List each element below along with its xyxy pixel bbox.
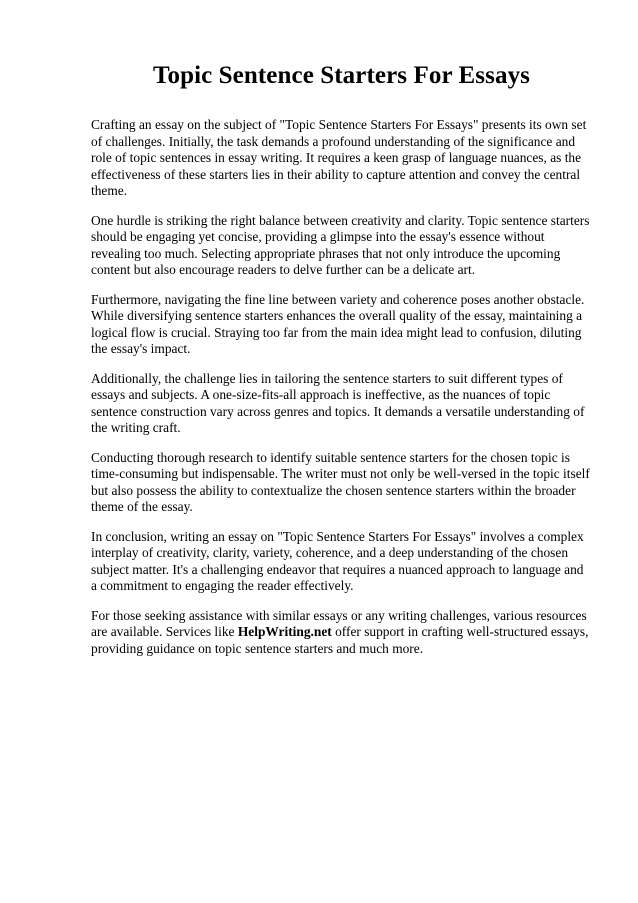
paragraph-7-text-before: For those seeking assistance with similar essays or any writing challenges, various resources are available. Services like — [91, 607, 587, 639]
paragraph-1: Crafting an essay on the subject of "Topic Sentence Starters For Essays" presents its own set of challenges. Initially, the task demands a profound understanding of the significance and role of topic sentences in essay writing. It requires a keen grasp of language nuances, as the effectiveness of these starters lies in their ability to capture attention and convey the central theme. — [91, 117, 587, 198]
paragraph-2: One hurdle is striking the right balance between creativity and clarity. Topic sentence starters should be engaging yet concise, providing a glimpse into the essay's essence without revealing too much. Selecting appropriate phrases that not only introduce the upcoming content but also encourage readers to delve further can be a delicate art. — [91, 212, 590, 277]
helpwriting-link[interactable]: HelpWriting.net — [237, 624, 332, 639]
paragraph-6: In conclusion, writing an essay on "Topic Sentence Starters For Essays" involves a complex interplay of creativity, clarity, variety, coherence, and a deep understanding of the chosen subject matter. It's a challenging endeavor that requires a nuanced approach to language and a commitment to engaging the reader effectively. — [91, 528, 584, 593]
paragraph-4: Additionally, the challenge lies in tailoring the sentence starters to suit different types of essays and subjects. A one-size-fits-all approach is ineffective, as the nuances of topic sentence construction vary across genres and topics. It demands a versatile understanding of the writing craft. — [91, 370, 585, 435]
paragraph-5: Conducting thorough research to identify suitable sentence starters for the chosen topic is time-consuming but indispensable. The writer must not only be well-versed in the topic itself but also possess the ability to contextualize the chosen sentence starters within the broader theme of the essay. — [91, 449, 590, 514]
paragraph-7 — [91, 608, 592, 658]
paragraph-3: Furthermore, navigating the fine line between variety and coherence poses another obstacle. While diversifying sentence starters enhances the overall quality of the essay, maintaining a logical flow is crucial. Straying too far from the main idea might lead to confusion, diluting the essay's impact. — [91, 291, 585, 356]
page-title: Topic Sentence Starters For Essays — [153, 62, 530, 89]
paragraph-7-text-after: offer support in crafting well-structured essays, providing guidance on topic sentence starters and much more. — [91, 624, 589, 656]
